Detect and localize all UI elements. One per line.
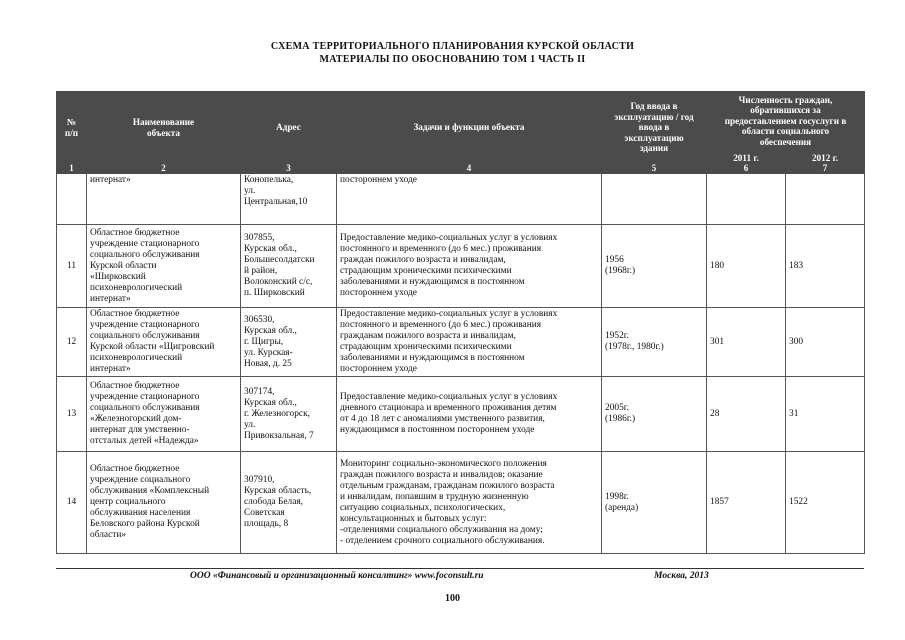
facility-name: Областное бюджетное учреждение социального обслуживания «Комплексный центр социального обслуживания населения Беловского района Курской области» xyxy=(87,452,241,554)
document-subtitle: МАТЕРИАЛЫ ПО ОБОСНОВАНИЮ ТОМ 1 ЧАСТЬ II xyxy=(319,54,586,65)
column-number: 1 xyxy=(57,164,87,174)
facility-address: 307910, Курская область, слобода Белая, Советская площадь, 8 xyxy=(241,452,337,554)
table-row xyxy=(57,452,865,554)
facility-tasks: Предоставление медико-социальных услуг в условиях постоянного и временного (до 6 мес.) проживания граждан пожилого возраста и инвалидам, страдающим хроническими психическими заболеваниями и нуждающимся в постоянном постороннем уходе xyxy=(337,225,602,308)
table-row xyxy=(57,308,865,377)
count-2012: 183 xyxy=(786,225,865,308)
header-address: Адрес xyxy=(241,92,337,164)
commission-year: 2005г. (1986г.) xyxy=(602,377,707,452)
table-row xyxy=(57,377,865,452)
facility-address: Конопелька, ул. Центральная,10 xyxy=(241,174,337,225)
column-number: 4 xyxy=(337,164,602,174)
row-number: 14 xyxy=(57,452,87,554)
facility-tasks: Предоставление медико-социальных услуг в условиях дневного стационара и временного проживания детям от 4 до 18 лет с аномалиями умственного развития, нуждающимся в постоянном постороннем уходе xyxy=(337,377,602,452)
commission-year: 1998г. (аренда) xyxy=(602,452,707,554)
count-2011 xyxy=(707,174,786,225)
header-year-2012: 2012 г. xyxy=(786,151,865,164)
table-row xyxy=(57,225,865,308)
header-name: Наименование объекта xyxy=(87,92,241,164)
count-2012: 300 xyxy=(786,308,865,377)
facilities-table xyxy=(56,91,865,554)
column-number: 7 xyxy=(786,164,865,174)
column-number: 5 xyxy=(602,164,707,174)
commission-year: 1956 (1968г.) xyxy=(602,225,707,308)
facility-tasks: Мониторинг социально-экономического положения граждан пожилого возраста и инвалидов; оказание отдельным гражданам, гражданам пожилого возраста и инвалидам, попавшим в трудную жизненную ситуацию социальных, психологических, консультационных и бытовых услуг: -отделениями социального обслуживания на дому; - отделением срочного социального обслуживания. xyxy=(337,452,602,554)
row-number: 12 xyxy=(57,308,87,377)
header-number: № п/п xyxy=(57,92,87,164)
header-citizens-count: Численность граждан, обратившихся за предоставлением госуслуги в области социального обеспечения xyxy=(707,92,865,151)
facility-name: интернат» xyxy=(87,174,241,225)
column-number: 2 xyxy=(87,164,241,174)
commission-year xyxy=(602,174,707,225)
facility-name: Областное бюджетное учреждение стационарного социального обслуживания «Железногорский дом- интернат для умственно- отсталых детей «Надежда» xyxy=(87,377,241,452)
page-number: 100 xyxy=(445,593,460,604)
row-number xyxy=(57,174,87,225)
count-2011: 1857 xyxy=(707,452,786,554)
facility-address: 306530, Курская обл., г. Щигры, ул. Курская- Новая, д. 25 xyxy=(241,308,337,377)
header-year-2011: 2011 г. xyxy=(707,151,786,164)
column-number: 6 xyxy=(707,164,786,174)
facility-address: 307855, Курская обл., Большесолдатски й район, Волоконский с/с, п. Ширковский xyxy=(241,225,337,308)
header-tasks: Задачи и функции объекта xyxy=(337,92,602,164)
footer-city-year: Москва, 2013 xyxy=(654,571,709,581)
count-2012 xyxy=(786,174,865,225)
count-2011: 301 xyxy=(707,308,786,377)
facility-tasks: Предоставление медико-социальных услуг в условиях постоянного и временного (до 6 мес.) проживания гражданам пожилого возраста и инвалидам, страдающим хроническими психическими заболеваниями и нуждающимся в постоянном постороннем уходе xyxy=(337,308,602,377)
count-2011: 180 xyxy=(707,225,786,308)
row-number: 11 xyxy=(57,225,87,308)
count-2011: 28 xyxy=(707,377,786,452)
facility-address: 307174, Курская обл., г. Железногорск, ул. Привокзальная, 7 xyxy=(241,377,337,452)
footer-divider xyxy=(56,568,864,569)
count-2012: 1522 xyxy=(786,452,865,554)
row-number: 13 xyxy=(57,377,87,452)
table-row xyxy=(57,174,865,225)
facility-name: Областное бюджетное учреждение стационарного социального обслуживания Курской области «Щигровский психоневрологический интернат» xyxy=(87,308,241,377)
count-2012: 31 xyxy=(786,377,865,452)
footer-company: ООО «Финансовый и организационный консалтинг» www.foconsult.ru xyxy=(190,571,484,581)
commission-year: 1952г. (1978г., 1980г.) xyxy=(602,308,707,377)
column-number: 3 xyxy=(241,164,337,174)
facility-name: Областное бюджетное учреждение стационарного социального обслуживания Курской области «Ширковский психоневрологический интернат» xyxy=(87,225,241,308)
facility-tasks: постороннем уходе xyxy=(337,174,602,225)
document-title: СХЕМА ТЕРРИТОРИАЛЬНОГО ПЛАНИРОВАНИЯ КУРСКОЙ ОБЛАСТИ xyxy=(270,41,635,52)
header-year: Год ввода в эксплуатацию / год ввода в эксплуатацию здания xyxy=(602,92,707,164)
